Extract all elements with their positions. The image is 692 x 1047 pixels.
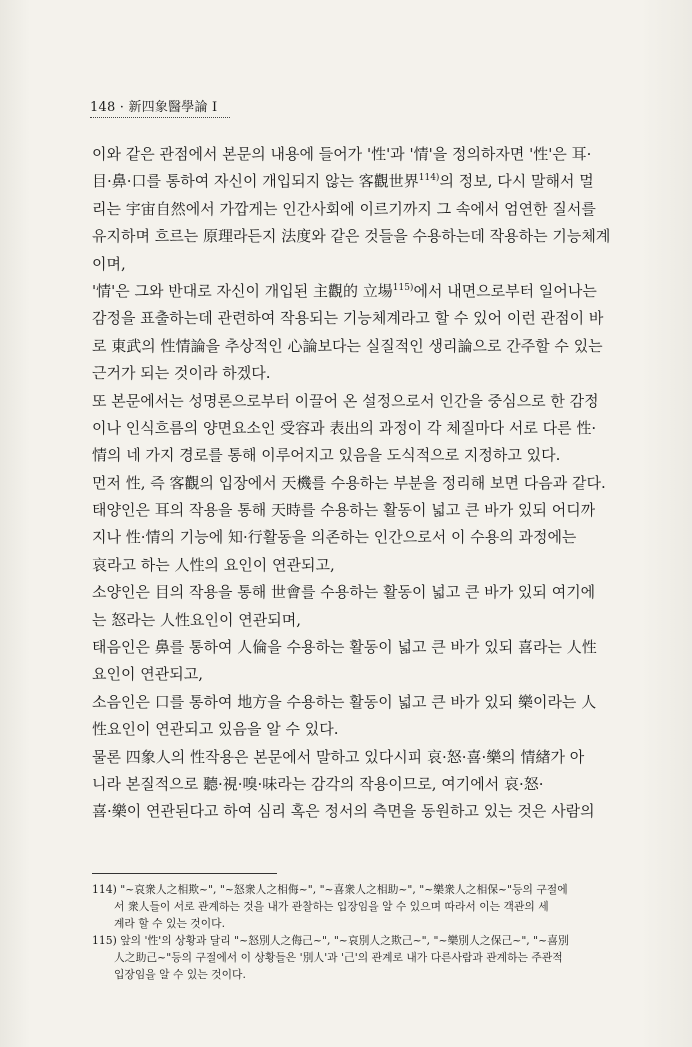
body-line-15: 지나 性·情의 기능에 知·行활동을 의존하는 인간으로서 이 수용의 과정에는 (92, 528, 577, 547)
body-line-17: 소양인은 目의 작용을 통해 世會를 수용하는 활동이 넓고 큰 바가 있되 여기에 (92, 583, 596, 602)
book-title: 新四象醫學論 I (128, 100, 218, 115)
footnote-115-line-1: 115) 앞의 '性'의 상황과 달리 "~怒別人之侮己~", "~哀別人之欺己~", "~樂別人之保己~", "~喜別 (92, 934, 569, 947)
body-line-19: 태음인은 鼻를 통하여 人倫을 수용하는 활동이 넓고 큰 바가 있되 喜라는 人性 (92, 638, 597, 657)
body-line-16: 哀라고 하는 人性의 요인이 연관되고, (92, 555, 335, 574)
running-header (90, 96, 217, 115)
body-line-10: 또 본문에서는 성명론으로부터 이끌어 온 설정으로서 인간을 중심으로 한 감정 (92, 391, 599, 410)
body-line-12: 情의 네 가지 경로를 통해 이루어지고 있음을 도식적으로 지정하고 있다. (92, 446, 561, 465)
page-number: 148 (90, 100, 116, 115)
body-line-13: 먼저 性, 즉 客觀의 입장에서 天機를 수용하는 부분을 정리해 보면 다음과 같다. (92, 473, 606, 492)
body-line-2 (92, 168, 684, 195)
header-rule (90, 117, 230, 118)
body-line-2-text: 目·鼻·口를 통하여 자신이 개입되지 않는 客觀世界 (92, 172, 419, 191)
body-line-2-suffix: 의 정보, 다시 말해서 멀 (439, 172, 594, 191)
header-separator: · (119, 100, 125, 115)
body-line-24: 니라 본질적으로 聽·視·嗅·味라는 감각의 작용이므로, 여기에서 哀·怒· (92, 774, 544, 793)
body-line-4: 유지하며 흐르는 原理라든지 法度와 같은 것들을 수용하는데 작용하는 기능체계 (92, 227, 611, 246)
body-line-11: 이나 인식흐름의 양면요소인 受容과 表出의 과정이 각 체질마다 서로 다른 性· (92, 418, 597, 437)
footnote-rule (92, 873, 277, 874)
footnote-115-line-3: 입장임을 알 수 있는 것이다. (114, 968, 246, 981)
body-line-9: 근거가 되는 것이라 하겠다. (92, 364, 271, 383)
footnote-115-line-2: 人之助己~"등의 구절에서 이 상황들은 '別人'과 '己'의 관계로 내가 다른사람과 관계하는 주관적 (114, 951, 563, 964)
body-line-6 (92, 278, 684, 305)
footnote-114-line-3: 계라 할 수 있는 것이다. (114, 917, 226, 930)
body-line-3: 리는 宇宙自然에서 가깝게는 인간사회에 이르기까지 그 속에서 엄연한 질서를 (92, 199, 596, 218)
body-line-20: 요인이 연관되고, (92, 665, 203, 684)
body-line-7: 감정을 표출하는데 관련하여 작용되는 기능체계라고 할 수 있어 이런 관점이 바 (92, 309, 604, 328)
footnote-114-line-2: 서 衆人들이 서로 관계하는 것을 내가 관찰하는 입장임을 알 수 있으며 따라서 이는 객관의 세 (114, 900, 549, 913)
body-line-6-text: '情'은 그와 반대로 자신이 개입된 主觀的 立場 (92, 281, 393, 300)
body-line-18: 는 怒라는 人性요인이 연관되며, (92, 610, 301, 629)
body-line-14: 태양인은 耳의 작용을 통해 天時를 수용하는 활동이 넓고 큰 바가 있되 어디까 (92, 501, 596, 520)
body-line-5: 이며, (92, 254, 126, 273)
footnote-ref-114: 114) (418, 173, 440, 184)
body-line-25: 喜·樂이 연관된다고 하여 심리 혹은 정서의 측면을 동원하고 있는 것은 사람의 (92, 802, 595, 821)
footnote-ref-115: 115) (392, 282, 414, 293)
footnotes (92, 881, 672, 983)
footnote-114-line-1: 114) "~哀衆人之相欺~", "~怒衆人之相侮~", "~喜衆人之相助~", "~樂衆人之相保~"등의 구절에 (92, 883, 568, 896)
body-line-22: 性요인이 연관되고 있음을 알 수 있다. (92, 720, 339, 739)
body-line-1: 이와 같은 관점에서 본문의 내용에 들어가 '性'과 '情'을 정의하자면 '性'은 耳· (92, 145, 592, 163)
body-line-6-suffix: 에서 내면으로부터 일어나는 (413, 281, 597, 300)
body-text (92, 141, 684, 826)
body-line-8: 로 東武의 性情論을 추상적인 心論보다는 실질적인 생리論으로 간주할 수 있는 (92, 336, 603, 355)
body-line-23: 물론 四象人의 性작용은 본문에서 말하고 있다시피 哀·怒·喜·樂의 情緖가 아 (92, 747, 585, 766)
body-line-21: 소음인은 口를 통하여 地方을 수용하는 활동이 넓고 큰 바가 있되 樂이라는 人 (92, 692, 597, 711)
